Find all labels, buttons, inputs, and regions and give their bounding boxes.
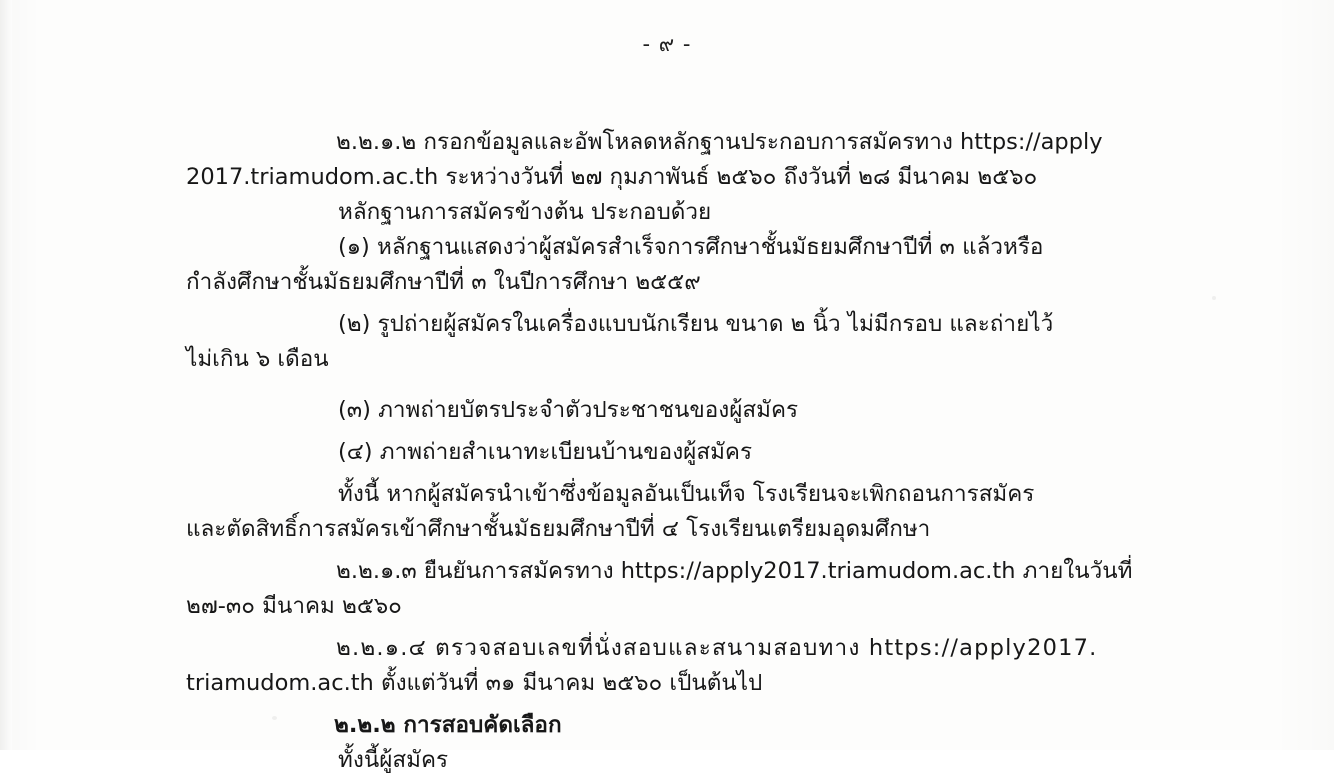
paragraph-item-3 [186,393,1248,428]
paragraph-line: ๒.๒.๑.๔ ตรวจสอบเลขที่นั่งสอบและสนามสอบทาง https://apply2017. [336,635,1098,661]
paragraph-item-4 [186,435,1248,470]
paragraph-item-2-cont [186,342,1248,377]
paragraph-2-2-1-3-cont [186,589,1248,624]
paragraph-2-2-1-2-cont [186,160,1248,195]
paragraph-2-2-1-4 [186,631,1248,666]
paragraph-2-2-2-heading [186,708,1248,743]
paragraph-line: ๒.๒.๑.๒ กรอกข้อมูลและอัพโหลดหลักฐานประกอบการสมัครทาง https://apply [336,129,1103,155]
paragraph-line: หลักฐานการสมัครข้างต้น ประกอบด้วย [338,199,712,225]
document-body [186,125,1248,778]
paragraph-warning-cont [186,512,1248,547]
paragraph-line: (๑) หลักฐานแสดงว่าผู้สมัครสำเร็จการศึกษาชั้นมัธยมศึกษาปีที่ ๓ แล้วหรือ [338,234,1044,260]
paragraph-line: ๒.๒.๒ การสอบคัดเลือก [334,712,562,738]
paragraph-line: (๓) ภาพถ่ายบัตรประจำตัวประชาชนของผู้สมัคร [338,397,799,423]
paragraph-2-2-1-3 [186,554,1248,589]
paragraph-line: ๒.๒.๑.๓ ยืนยันการสมัครทาง https://apply2017.triamudom.ac.th ภายในวันที่ [336,558,1133,584]
paragraph-line: และตัดสิทธิ์การสมัครเข้าศึกษาชั้นมัธยมศึกษาปีที่ ๔ โรงเรียนเตรียมอุดมศึกษา [186,516,931,542]
paragraph-cut-off [186,743,1248,778]
paragraph-item-2 [186,307,1248,342]
paragraph-item-1 [186,230,1248,265]
paragraph-line: triamudom.ac.th ตั้งแต่วันที่ ๓๑ มีนาคม ๒๕๖๐ เป็นต้นไป [186,670,763,696]
paragraph-line: (๒) รูปถ่ายผู้สมัครในเครื่องแบบนักเรียน ขนาด ๒ นิ้ว ไม่มีกรอบ และถ่ายไว้ [338,311,1054,337]
paragraph-line: กำลังศึกษาชั้นมัธยมศึกษาปีที่ ๓ ในปีการศึกษา ๒๕๕๙ [186,269,701,295]
paragraph-line: ทั้งนี้ หากผู้สมัครนำเข้าซึ่งข้อมูลอันเป็นเท็จ โรงเรียนจะเพิกถอนการสมัคร [338,481,1035,507]
paragraph-item-1-cont [186,265,1248,300]
paragraph-line: ไม่เกิน ๖ เดือน [186,346,329,372]
paragraph-line: ทั้งนี้ผู้สมัคร [338,747,449,773]
paragraph-line: (๔) ภาพถ่ายสำเนาทะเบียนบ้านของผู้สมัคร [338,439,753,465]
paragraph-line: 2017.triamudom.ac.th ระหว่างวันที่ ๒๗ กุมภาพันธ์ ๒๕๖๐ ถึงวันที่ ๒๘ มีนาคม ๒๕๖๐ [186,164,1038,190]
paragraph-2-2-1-2 [186,125,1248,160]
paragraph-evidence-heading [186,195,1248,230]
page-number: - ๙ - [642,32,692,56]
paragraph-warning [186,477,1248,512]
paragraph-2-2-1-4-cont [186,666,1248,701]
paragraph-line: ๒๗-๓๐ มีนาคม ๒๕๖๐ [186,593,402,619]
